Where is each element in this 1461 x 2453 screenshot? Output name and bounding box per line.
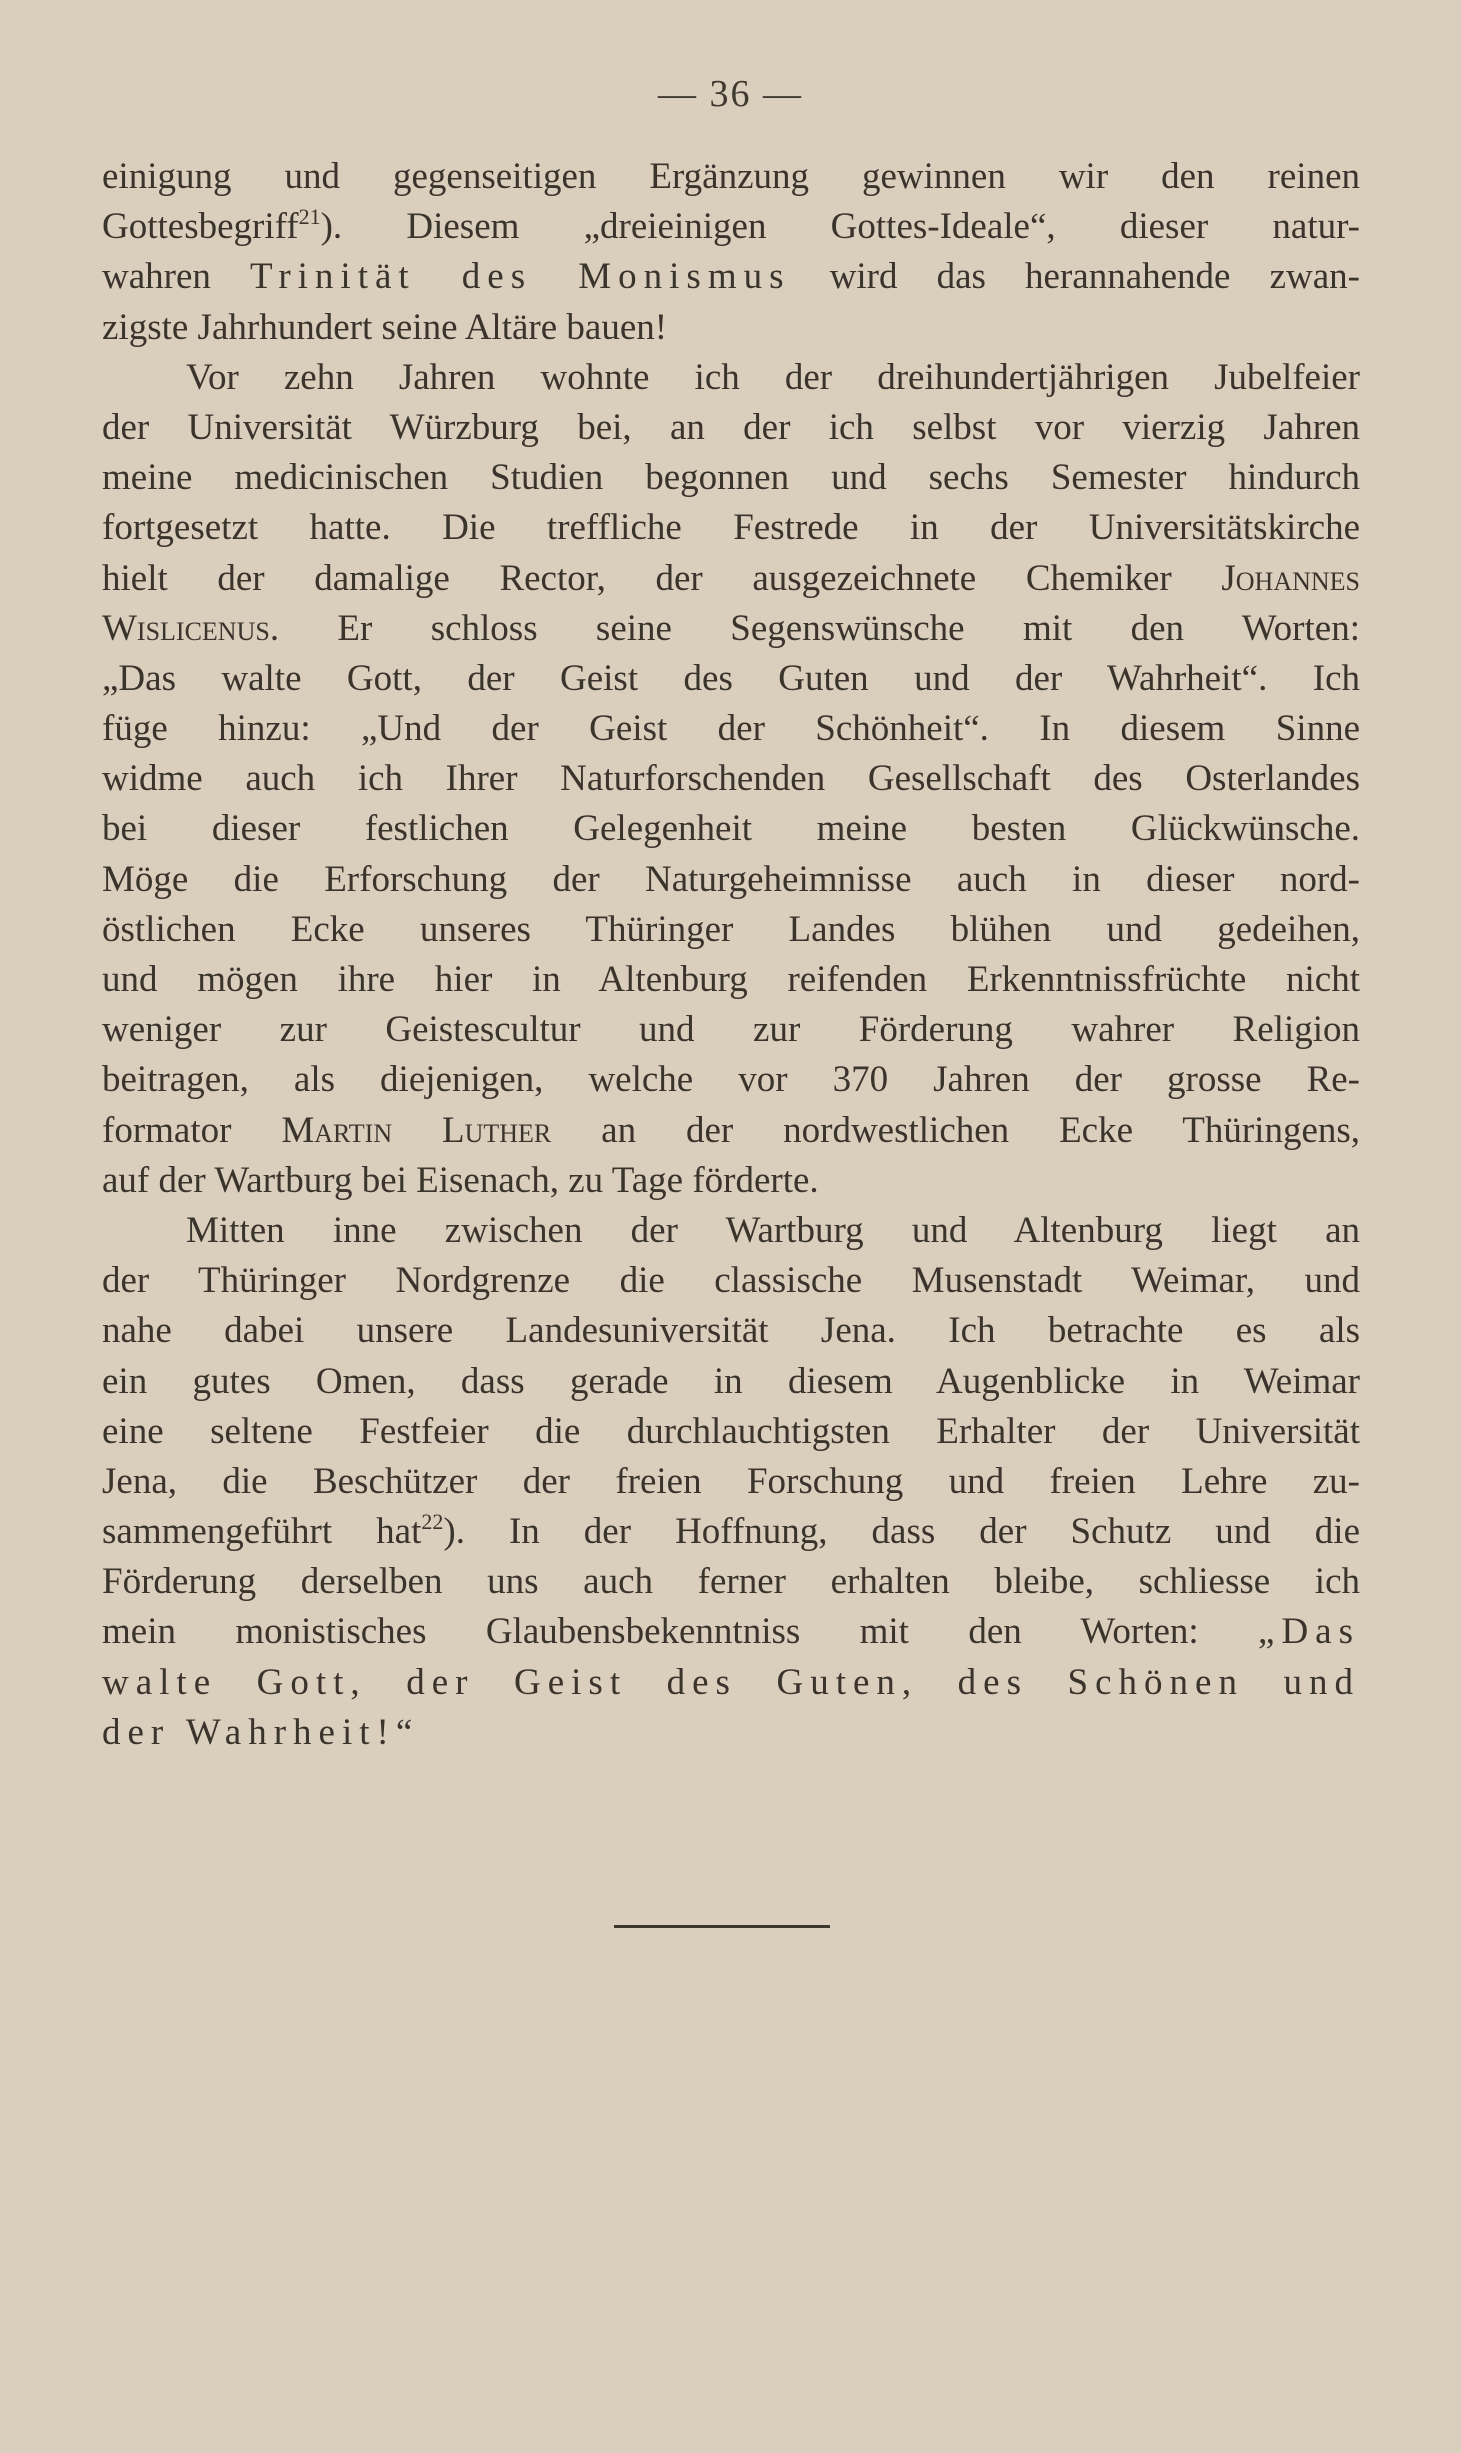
text-line bbox=[102, 554, 1360, 604]
name-smallcaps: Martin Luther bbox=[281, 1109, 552, 1151]
text-segment: auf der Wartburg bei Eisenach, zu Tage förderte. bbox=[102, 1159, 819, 1201]
text-segment: der Universität Würzburg bei, an der ich selbst vor vierzig Jahren bbox=[102, 406, 1360, 448]
footnote-ref: 21 bbox=[298, 204, 321, 230]
text-line bbox=[102, 353, 1360, 403]
end-rule bbox=[614, 1925, 830, 1928]
text-segment: ). In der Hoffnung, dass der Schutz und die bbox=[443, 1511, 1360, 1553]
text-segment: zigste Jahrhundert seine Altäre bauen! bbox=[102, 306, 668, 348]
text-segment: Mitten inne zwischen der Wartburg und Altenburg liegt an bbox=[186, 1209, 1360, 1251]
text-segment: weniger zur Geistescultur und zur Förderung wahrer Religion bbox=[102, 1009, 1360, 1051]
text-line bbox=[102, 1306, 1360, 1356]
page-number: — 36 — bbox=[658, 73, 803, 115]
text-line bbox=[102, 855, 1360, 905]
footnote-ref: 22 bbox=[421, 1509, 444, 1535]
text-line bbox=[102, 403, 1360, 453]
text-segment: mein monistisches Glaubensbekenntniss mit den Worten: bbox=[102, 1611, 1259, 1653]
text-line bbox=[102, 604, 1360, 654]
text-segment: walte Gott, der Geist des Guten, des Schönen und bbox=[102, 1661, 1360, 1703]
text-segment: östlichen Ecke unseres Thüringer Landes blühen und gedeihen, bbox=[102, 908, 1360, 950]
text-segment: „Das walte Gott, der Geist des Guten und der Wahrheit“. Ich bbox=[102, 657, 1360, 699]
text-line bbox=[102, 1407, 1360, 1457]
text-segment: und mögen ihre hier in Altenburg reifenden Erkenntnissfrüchte nicht bbox=[102, 959, 1360, 1000]
text-line bbox=[102, 1256, 1360, 1306]
text-line bbox=[102, 1005, 1360, 1055]
text-segment: eine seltene Festfeier die durchlauchtigsten Erhalter der Universität bbox=[102, 1410, 1360, 1452]
text-line bbox=[102, 152, 1360, 202]
text-line bbox=[102, 1507, 1360, 1557]
text-line bbox=[102, 1206, 1360, 1256]
text-segment: formator bbox=[102, 1109, 282, 1151]
text-segment: . Er schloss seine Segenswünsche mit den Worten: bbox=[269, 607, 1360, 649]
name-smallcaps: Johannes bbox=[1221, 557, 1360, 599]
text-segment: fortgesetzt hatte. Die treffliche Festrede in der Universitätskirche bbox=[102, 507, 1360, 549]
text-segment: wahren bbox=[102, 256, 251, 298]
text-line bbox=[102, 905, 1360, 955]
text-segment: meine medicinischen Studien begonnen und sechs Semester hindurch bbox=[102, 457, 1360, 499]
text-line bbox=[102, 252, 1360, 302]
text-segment: an der nordwestlichen Ecke Thüringens, bbox=[551, 1109, 1361, 1151]
text-segment: ). Diesem „dreieinigen Gottes-Ideale“, dieser natur- bbox=[320, 206, 1360, 248]
text-line bbox=[102, 1156, 1360, 1206]
text-segment: sammengeführt hat bbox=[102, 1511, 422, 1553]
text-line bbox=[102, 654, 1360, 704]
text-line bbox=[102, 1357, 1360, 1407]
text-line bbox=[102, 1055, 1360, 1105]
text-segment: beitragen, als diejenigen, welche vor 370 Jahren der grosse Re- bbox=[102, 1059, 1360, 1101]
text-segment: Gottesbegriff bbox=[102, 206, 299, 248]
text-line bbox=[102, 1457, 1360, 1507]
text-segment: hielt der damalige Rector, der ausgezeichnete Chemiker bbox=[102, 557, 1222, 599]
text-segment: bei dieser festlichen Gelegenheit meine besten Glückwünsche. bbox=[102, 808, 1360, 850]
text-segment: der Thüringer Nordgrenze die classische Musenstadt Weimar, und bbox=[102, 1260, 1360, 1302]
text-line bbox=[102, 1658, 1360, 1708]
text-segment: füge hinzu: „Und der Geist der Schönheit“. In diesem Sinne bbox=[102, 708, 1360, 750]
text-segment: „Das bbox=[1258, 1611, 1360, 1653]
name-smallcaps: Wislicenus bbox=[102, 607, 270, 649]
text-segment: Vor zehn Jahren wohnte ich der dreihundertjährigen Jubelfeier bbox=[186, 356, 1360, 398]
text-segment: der Wahrheit!“ bbox=[102, 1711, 420, 1753]
text-line bbox=[102, 704, 1360, 754]
text-segment: widme auch ich Ihrer Naturforschenden Gesellschaft des Osterlandes bbox=[102, 758, 1360, 800]
text-segment: Förderung derselben uns auch ferner erhalten bleibe, schliesse ich bbox=[102, 1561, 1360, 1603]
text-line bbox=[102, 1708, 1360, 1758]
text-line bbox=[102, 303, 1360, 353]
text-line bbox=[102, 955, 1360, 1005]
text-line bbox=[102, 503, 1360, 553]
text-segment: Möge die Erforschung der Naturgeheimnisse auch in dieser nord- bbox=[102, 858, 1360, 900]
text-segment: ein gutes Omen, dass gerade in diesem Augenblicke in Weimar bbox=[102, 1360, 1360, 1402]
text-segment: einigung und gegenseitigen Ergänzung gewinnen wir den reinen bbox=[102, 156, 1360, 197]
body-text bbox=[102, 152, 1360, 1758]
text-segment: wird das herannahende zwan- bbox=[790, 256, 1360, 298]
text-line bbox=[102, 804, 1360, 854]
text-line bbox=[102, 202, 1360, 252]
text-line bbox=[102, 1106, 1360, 1156]
text-line bbox=[102, 754, 1360, 804]
text-segment: nahe dabei unsere Landesuniversität Jena. Ich betrachte es als bbox=[102, 1310, 1360, 1352]
text-line bbox=[102, 453, 1360, 503]
text-line bbox=[102, 1607, 1360, 1657]
text-segment: Jena, die Beschützer der freien Forschung und freien Lehre zu- bbox=[102, 1460, 1360, 1502]
text-segment: Trinität des Monismus bbox=[250, 256, 791, 298]
text-line bbox=[102, 1557, 1360, 1607]
